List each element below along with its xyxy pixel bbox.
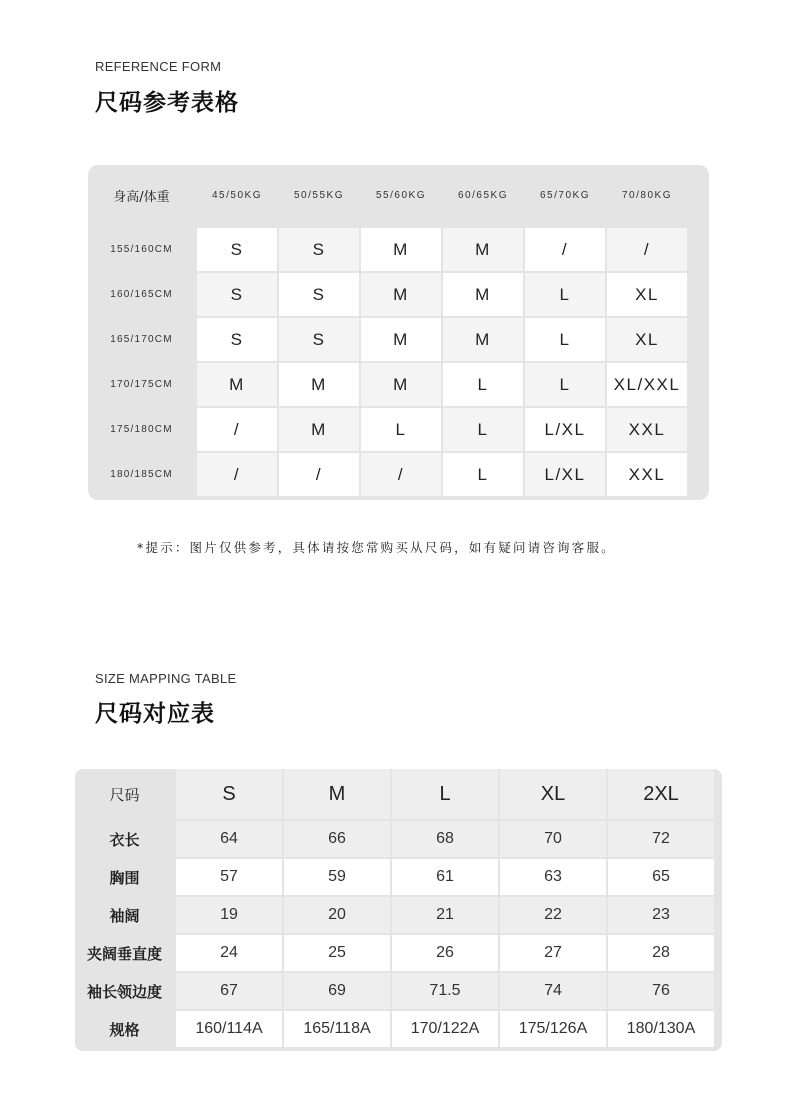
size-header: S xyxy=(174,769,282,819)
size-mapping-table xyxy=(75,769,722,1051)
size-cell: S xyxy=(195,316,277,361)
size-cell: L xyxy=(523,361,605,406)
measurement-value: 71.5 xyxy=(390,971,498,1009)
size-cell: / xyxy=(195,406,277,451)
mapping-row xyxy=(75,895,714,933)
measurement-value: 20 xyxy=(282,895,390,933)
mapping-section-label: SIZE MAPPING TABLE xyxy=(95,671,237,686)
measurement-value: 19 xyxy=(174,895,282,933)
size-cell: M xyxy=(441,226,523,271)
height-label: 165/170CM xyxy=(88,316,195,361)
size-header: XL xyxy=(498,769,606,819)
size-cell: / xyxy=(195,451,277,496)
reference-header-row xyxy=(88,165,687,226)
measurement-label: 衣长 xyxy=(75,819,174,857)
measurement-value: 24 xyxy=(174,933,282,971)
size-cell: L xyxy=(441,361,523,406)
measurement-value: 170/122A xyxy=(390,1009,498,1047)
measurement-value: 175/126A xyxy=(498,1009,606,1047)
size-cell: XXL xyxy=(605,406,687,451)
measurement-label: 袖长领边度 xyxy=(75,971,174,1009)
reference-size-table xyxy=(88,165,709,500)
size-cell: S xyxy=(277,316,359,361)
size-cell: M xyxy=(441,316,523,361)
size-header: M xyxy=(282,769,390,819)
mapping-table xyxy=(75,769,714,1047)
mapping-row xyxy=(75,819,714,857)
measurement-value: 65 xyxy=(606,857,714,895)
size-cell: L/XL xyxy=(523,451,605,496)
reference-corner-label: 身高/体重 xyxy=(113,190,170,205)
size-cell: L xyxy=(523,271,605,316)
height-label: 180/185CM xyxy=(88,451,195,496)
size-cell: L xyxy=(523,316,605,361)
height-label: 170/175CM xyxy=(88,361,195,406)
measurement-value: 64 xyxy=(174,819,282,857)
weight-header: 50/55KG xyxy=(277,165,359,226)
height-label: 175/180CM xyxy=(88,406,195,451)
reference-row xyxy=(88,271,687,316)
reference-row xyxy=(88,406,687,451)
size-cell: M xyxy=(359,316,441,361)
reference-table xyxy=(88,165,687,496)
measurement-value: 70 xyxy=(498,819,606,857)
size-cell: S xyxy=(277,271,359,316)
measurement-value: 68 xyxy=(390,819,498,857)
size-cell: / xyxy=(605,226,687,271)
size-cell: XXL xyxy=(605,451,687,496)
reference-section-label: REFERENCE FORM xyxy=(95,59,222,74)
measurement-value: 23 xyxy=(606,895,714,933)
measurement-value: 22 xyxy=(498,895,606,933)
measurement-value: 21 xyxy=(390,895,498,933)
measurement-value: 28 xyxy=(606,933,714,971)
size-cell: L xyxy=(441,406,523,451)
size-cell: M xyxy=(441,271,523,316)
weight-header: 55/60KG xyxy=(359,165,441,226)
size-cell: M xyxy=(359,271,441,316)
reference-section-title: 尺码参考表格 xyxy=(95,90,239,116)
size-cell: S xyxy=(195,271,277,316)
size-cell: XL/XXL xyxy=(605,361,687,406)
size-cell: S xyxy=(277,226,359,271)
measurement-value: 74 xyxy=(498,971,606,1009)
measurement-label: 胸围 xyxy=(75,857,174,895)
size-cell: L xyxy=(359,406,441,451)
weight-header: 45/50KG xyxy=(195,165,277,226)
size-cell: L/XL xyxy=(523,406,605,451)
measurement-value: 61 xyxy=(390,857,498,895)
size-cell: XL xyxy=(605,271,687,316)
weight-header: 70/80KG xyxy=(605,165,687,226)
reference-tip: *提示：图片仅供参考，具体请按您常购买从尺码，如有疑问请咨询客服。 xyxy=(137,540,616,555)
measurement-value: 25 xyxy=(282,933,390,971)
reference-row xyxy=(88,316,687,361)
measurement-label: 袖阔 xyxy=(75,895,174,933)
mapping-row xyxy=(75,933,714,971)
mapping-corner-label: 尺码 xyxy=(109,785,140,804)
size-cell: / xyxy=(359,451,441,496)
size-cell: / xyxy=(523,226,605,271)
mapping-section-title: 尺码对应表 xyxy=(95,701,215,727)
size-cell: / xyxy=(277,451,359,496)
size-cell: M xyxy=(359,361,441,406)
measurement-value: 72 xyxy=(606,819,714,857)
measurement-value: 26 xyxy=(390,933,498,971)
measurement-value: 67 xyxy=(174,971,282,1009)
mapping-row xyxy=(75,1009,714,1047)
size-cell: M xyxy=(277,361,359,406)
size-cell: M xyxy=(277,406,359,451)
measurement-label: 规格 xyxy=(75,1009,174,1047)
measurement-value: 160/114A xyxy=(174,1009,282,1047)
size-cell: S xyxy=(195,226,277,271)
mapping-header-row xyxy=(75,769,714,819)
weight-header: 65/70KG xyxy=(523,165,605,226)
height-label: 155/160CM xyxy=(88,226,195,271)
mapping-row xyxy=(75,971,714,1009)
measurement-value: 180/130A xyxy=(606,1009,714,1047)
weight-header: 60/65KG xyxy=(441,165,523,226)
measurement-value: 59 xyxy=(282,857,390,895)
size-cell: XL xyxy=(605,316,687,361)
measurement-value: 57 xyxy=(174,857,282,895)
measurement-value: 165/118A xyxy=(282,1009,390,1047)
measurement-label: 夹阔垂直度 xyxy=(75,933,174,971)
reference-row xyxy=(88,451,687,496)
measurement-value: 69 xyxy=(282,971,390,1009)
measurement-value: 27 xyxy=(498,933,606,971)
reference-row xyxy=(88,361,687,406)
size-cell: M xyxy=(359,226,441,271)
size-cell: L xyxy=(441,451,523,496)
height-label: 160/165CM xyxy=(88,271,195,316)
size-header: L xyxy=(390,769,498,819)
mapping-row xyxy=(75,857,714,895)
size-header: 2XL xyxy=(606,769,714,819)
measurement-value: 63 xyxy=(498,857,606,895)
measurement-value: 76 xyxy=(606,971,714,1009)
measurement-value: 66 xyxy=(282,819,390,857)
reference-row xyxy=(88,226,687,271)
size-cell: M xyxy=(195,361,277,406)
